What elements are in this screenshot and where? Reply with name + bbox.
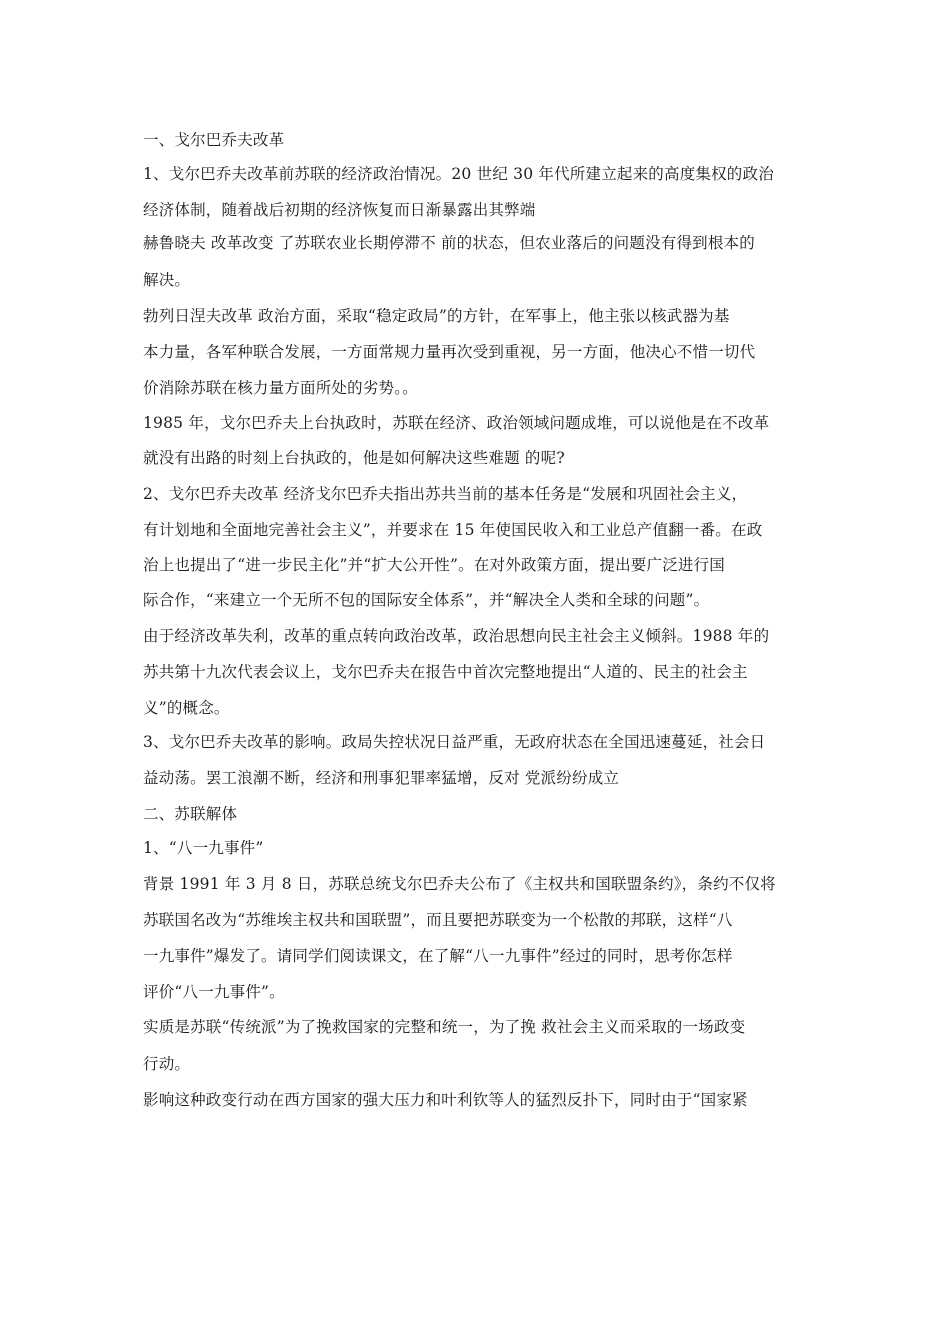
text-line: 苏共第十九次代表会议上，戈尔巴乔夫在报告中首次完整地提出“人道的、民主的社会主 (143, 663, 748, 681)
text-line: 义”的概念。 (143, 699, 230, 717)
section-heading: 一、戈尔巴乔夫改革 (143, 131, 285, 149)
text-line: 苏联国名改为“苏维埃主权共和国联盟”，而且要把苏联变为一个松散的邦联，这样“八 (143, 911, 733, 929)
text-line: 益动荡。罢工浪潮不断，经济和刑事犯罪率猛增，反对 党派纷纷成立 (143, 769, 620, 787)
text-line: 3、戈尔巴乔夫改革的影响。政局失控状况日益严重，无政府状态在全国迅速蔓延，社会日 (143, 733, 766, 751)
text-line: 勃列日涅夫改革 政治方面，采取“稳定政局”的方针，在军事上，他主张以核武器为基 (143, 307, 730, 325)
text-line: 2、戈尔巴乔夫改革 经济戈尔巴乔夫指出苏共当前的基本任务是“发展和巩固社会主义， (143, 485, 748, 503)
text-line: 行动。 (143, 1055, 191, 1073)
text-line: 就没有出路的时刻上台执政的，他是如何解决这些难题 的呢? (143, 449, 565, 467)
text-line: 赫鲁晓夫 改革改变 了苏联农业长期停滞不 前的状态，但农业落后的问题没有得到根本的 (143, 234, 755, 252)
text-line: 背景 1991 年 3 月 8 日，苏联总统戈尔巴乔夫公布了《主权共和国联盟条约》，条约不仅将 (143, 875, 776, 893)
text-line: 影响这种政变行动在西方国家的强大压力和叶利钦等人的猛烈反扑下，同时由于“国家紧 (143, 1091, 748, 1109)
text-line: 评价“八一九事件”。 (143, 983, 285, 1001)
text-line: 有计划地和全面地完善社会主义”，并要求在 15 年使国民收入和工业总产值翻一番。在政 (143, 521, 763, 539)
text-line: 治上也提出了“进一步民主化”并“扩大公开性”。在对外政策方面，提出要广泛进行国 (143, 556, 725, 574)
text-line: 解决。 (143, 271, 191, 289)
text-line: 一九事件”爆发了。请同学们阅读课文，在了解“八一九事件”经过的同时，思考你怎样 (143, 947, 733, 965)
text-line: 经济体制，随着战后初期的经济恢复而日渐暴露出其弊端 (143, 201, 536, 219)
subsection-heading: 1、“八一九事件” (143, 839, 264, 857)
text-line: 价消除苏联在核力量方面所处的劣势。。 (143, 379, 418, 397)
text-line: 1985 年，戈尔巴乔夫上台执政时，苏联在经济、政治领域问题成堆，可以说他是在不改革 (143, 414, 770, 432)
section-heading: 二、苏联解体 (143, 805, 238, 823)
text-line: 本力量，各军种联合发展，一方面常规力量再次受到重视，另一方面，他决心不惜一切代 (143, 343, 756, 361)
text-line: 实质是苏联“传统派”为了挽救国家的完整和统一，为了挽 救社会主义而采取的一场政变 (143, 1018, 746, 1036)
text-line: 1、戈尔巴乔夫改革前苏联的经济政治情况。20 世纪 30 年代所建立起来的高度集权的政治 (143, 165, 774, 183)
text-line: 际合作，“来建立一个无所不包的国际安全体系”，并“解决全人类和全球的问题”。 (143, 591, 710, 609)
text-line: 由于经济改革失利，改革的重点转向政治改革，政治思想向民主社会主义倾斜。1988 年的 (143, 627, 770, 645)
